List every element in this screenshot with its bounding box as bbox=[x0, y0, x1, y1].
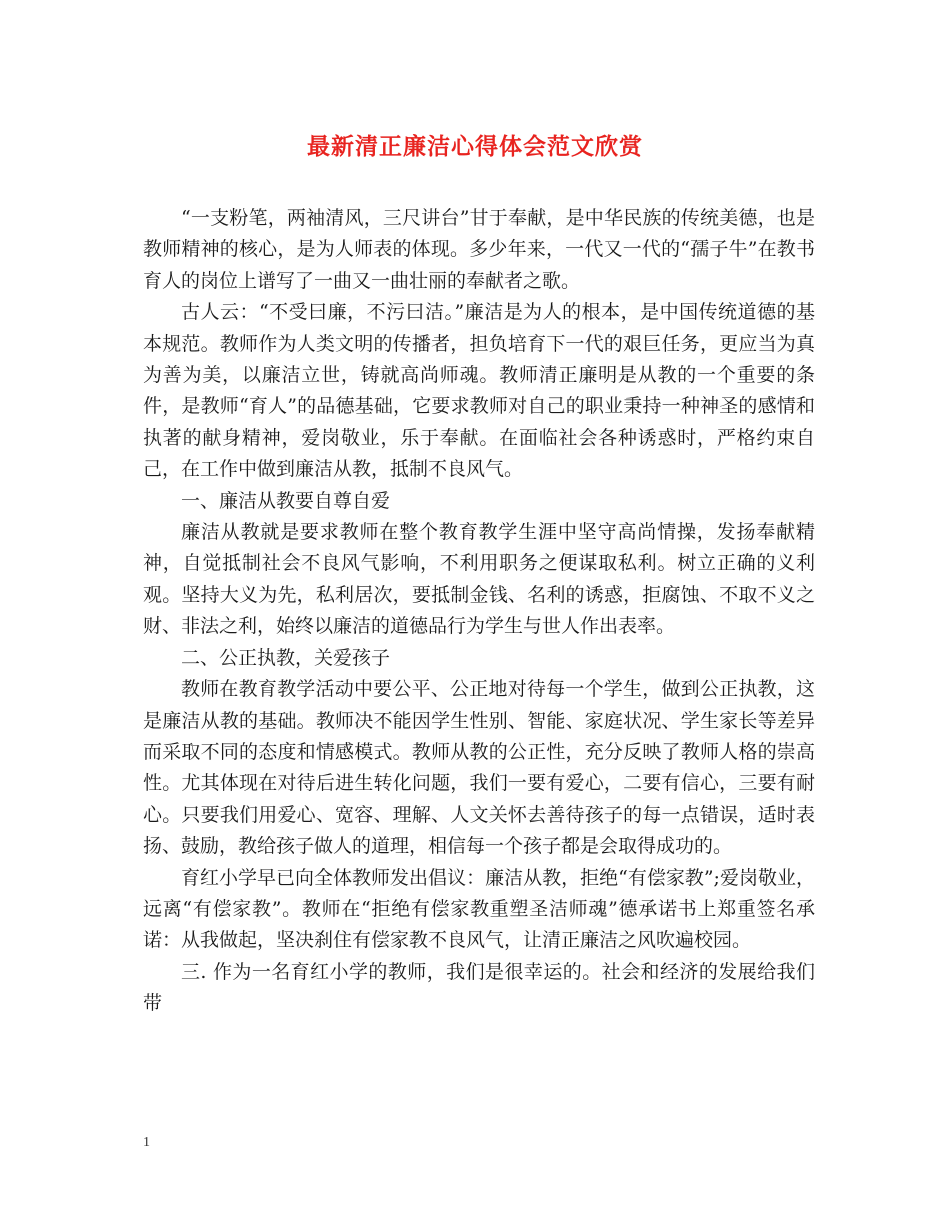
paragraph-section-2: 教师在教育教学活动中要公平、公正地对待每一个学生，做到公正执教，这是廉洁从教的基础。教师决不能因学生性别、智能、家庭状况、学生家长等差异而采取不同的态度和情感模式。教师从教的公正性，充分反映了教师人格的崇高性。尤其体现在对待后进生转化问题，我们一要有爱心，二要有信心，三要有耐心。只要我们用爱心、宽容、理解、人文关怀去善待孩子的每一点错误，适时表扬、鼓励，教给孩子做人的道理，相信每一个孩子都是会取得成功的。 bbox=[143, 678, 815, 858]
section-heading-1: 一、廉洁从教要自尊自爱 bbox=[181, 489, 391, 512]
paragraph-school-initiative: 育红小学早已向全体教师发出倡议：廉洁从教，拒绝“有偿家教”;爱岗敬业，远离“有偿家教”。教师在“拒绝有偿家教重塑圣洁师魂”德承诺书上郑重签名承诺：从我做起，坚决刹住有偿家教不良风气，让清正廉洁之风吹遍校园。 bbox=[143, 866, 815, 952]
section-heading-3: 三. 作为一名育红小学的教师，我们是很幸运的。社会和经济的发展给我们带 bbox=[143, 960, 815, 1015]
paragraph-ancient-saying: 古人云：“不受曰廉，不污曰洁。”廉洁是为人的根本，是中国传统道德的基本规范。教师作为人类文明的传播者，担负培育下一代的艰巨任务，更应当为真为善为美，以廉洁立世，铸就高尚师魂。教师清正廉明是从教的一个重要的条件，是教师“育人”的品德基础，它要求教师对自己的职业秉持一种神圣的感情和执著的献身精神，爱岗敬业，乐于奉献。在面临社会各种诱惑时，严格约束自己，在工作中做到廉洁从教，抵制不良风气。 bbox=[143, 301, 815, 481]
section-heading-2: 二、公正执教，关爱孩子 bbox=[181, 646, 391, 669]
paragraph-intro: “一支粉笔，两袖清风，三尺讲台”甘于奉献，是中华民族的传统美德，也是教师精神的核心，是为人师表的体现。多少年来，一代又一代的“孺子牛”在教书育人的岗位上谱写了一曲又一曲壮丽的奉献者之歌。 bbox=[143, 207, 815, 292]
document-title: 最新清正廉洁心得体会范文欣赏 bbox=[307, 134, 643, 160]
document-body bbox=[143, 203, 815, 1020]
paragraph-section-1: 廉洁从教就是要求教师在整个教育教学生涯中坚守高尚情操，发扬奉献精神，自觉抵制社会不良风气影响，不利用职务之便谋取私利。树立正确的义利观。坚持大义为先，私利居次，要抵制金钱、名利的诱惑，拒腐蚀、不取不义之财、非法之利，始终以廉洁的道德品行为学生与世人作出表率。 bbox=[143, 521, 815, 638]
page-number: 1 bbox=[143, 1135, 150, 1150]
